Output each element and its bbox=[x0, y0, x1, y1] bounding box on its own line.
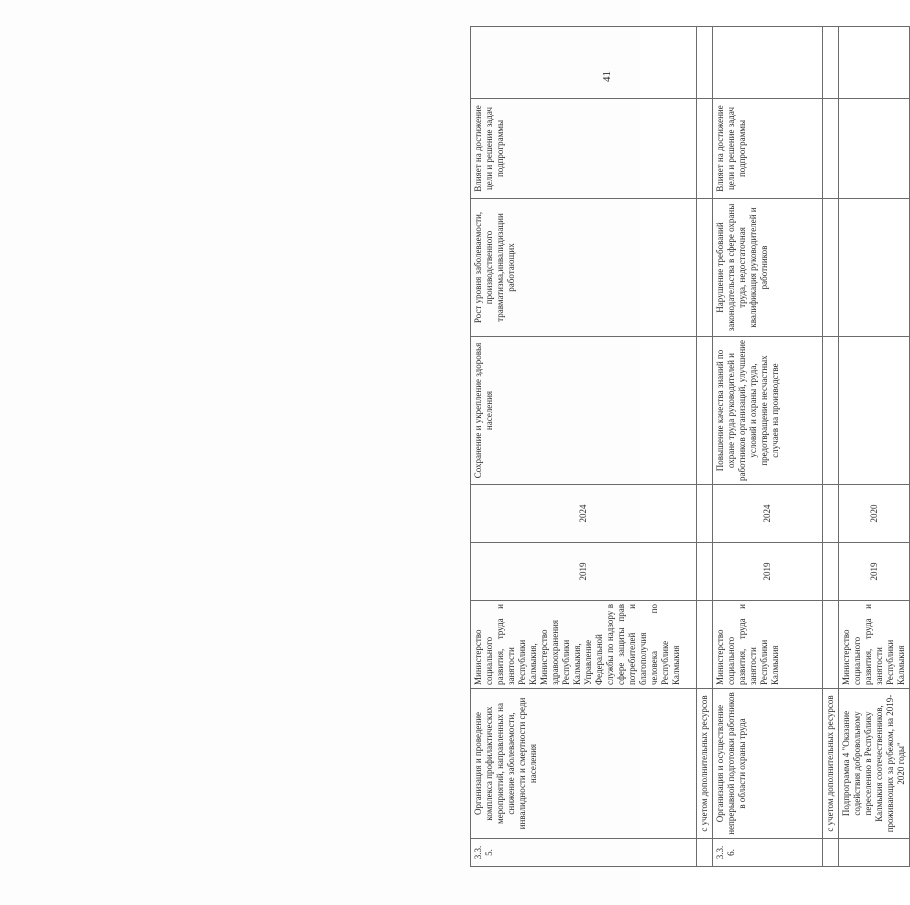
additional-resources-cell: с учетом дополнительных ресурсов bbox=[823, 689, 839, 839]
link-cell: Влияет на достижение цели и решение задач подпрограммы bbox=[471, 99, 697, 199]
empty-cell bbox=[823, 839, 839, 867]
consequence-cell: Нарушение требований законодательства в сфере охраны труда, недостаточная квалификация руководителей и работников bbox=[713, 199, 823, 337]
empty-cell bbox=[697, 839, 713, 867]
empty-cell bbox=[839, 839, 910, 867]
table-row bbox=[697, 27, 713, 867]
executor-cell: Министерство социального развития, труда и занятости Республики Калмыкия, Министерство здравоохранения Республики Калмыкия, Управление Федеральной службы по надзору в сфере защиты прав потребителей и благополучия человека по Республике Калмыкия bbox=[471, 601, 697, 689]
empty-cell bbox=[697, 601, 713, 689]
table-row bbox=[713, 27, 823, 867]
empty-cell bbox=[697, 27, 713, 99]
empty-cell bbox=[839, 99, 910, 199]
measures-table bbox=[470, 26, 910, 867]
empty-cell bbox=[697, 337, 713, 485]
measure-title-cell: Организация и осуществление непрерывной подготовки работников в области охраны труда bbox=[713, 689, 823, 839]
empty-cell bbox=[823, 337, 839, 485]
empty-cell bbox=[471, 27, 697, 99]
measure-title-cell: Организация и проведение комплекса профилактических мероприятий, направленных на снижение заболеваемости, инвалидности и смертности среди населения bbox=[471, 689, 697, 839]
executor-cell: Министерство социального развития, труда и занятости Республики Калмыкия bbox=[713, 601, 823, 689]
start-year-cell: 2019 bbox=[839, 543, 910, 601]
table-row bbox=[471, 27, 697, 867]
empty-cell bbox=[713, 27, 823, 99]
table-row bbox=[823, 27, 839, 867]
empty-cell bbox=[823, 601, 839, 689]
end-year-cell: 2024 bbox=[713, 485, 823, 543]
empty-cell bbox=[823, 27, 839, 99]
empty-cell bbox=[697, 199, 713, 337]
row-number-cell: 3.3. 5. bbox=[471, 839, 697, 867]
page-number: 41 bbox=[601, 71, 613, 82]
end-year-cell: 2024 bbox=[471, 485, 697, 543]
row-number-cell: 3.3. 6. bbox=[713, 839, 823, 867]
empty-cell bbox=[839, 199, 910, 337]
table-row bbox=[839, 27, 910, 867]
rotated-table-wrapper bbox=[470, 27, 906, 867]
empty-cell bbox=[697, 99, 713, 199]
executor-cell: Министерство социального развития, труда и занятости Республики Калмыкия bbox=[839, 601, 910, 689]
empty-cell bbox=[823, 199, 839, 337]
empty-cell bbox=[697, 543, 713, 601]
start-year-cell: 2019 bbox=[471, 543, 697, 601]
consequence-cell: Рост уровня заболеваемости, производственного травматизма,инвалидизации работающих bbox=[471, 199, 697, 337]
start-year-cell: 2019 bbox=[713, 543, 823, 601]
link-cell: Влияет на достижение цели и решение задач подпрограммы bbox=[713, 99, 823, 199]
empty-cell bbox=[823, 485, 839, 543]
additional-resources-cell: с учетом дополнительных ресурсов bbox=[697, 689, 713, 839]
empty-cell bbox=[839, 337, 910, 485]
empty-cell bbox=[697, 485, 713, 543]
expected-result-cell: Повышение качества знаний по охране труда руководителей и работников организаций, улучшение условий и охраны труда, предотвращение несчастных случаев на производстве bbox=[713, 337, 823, 485]
end-year-cell: 2020 bbox=[839, 485, 910, 543]
expected-result-cell: Сохранение и укрепление здоровья населения bbox=[471, 337, 697, 485]
empty-cell bbox=[823, 543, 839, 601]
empty-cell bbox=[823, 99, 839, 199]
subprogram-title-cell: Подпрограмма 4 "Оказание содействия добровольному переселению в Республику Калмыкия соотечественников, проживающих за рубежом, на 2019-2020 годы" bbox=[839, 689, 910, 839]
empty-cell bbox=[839, 27, 910, 99]
